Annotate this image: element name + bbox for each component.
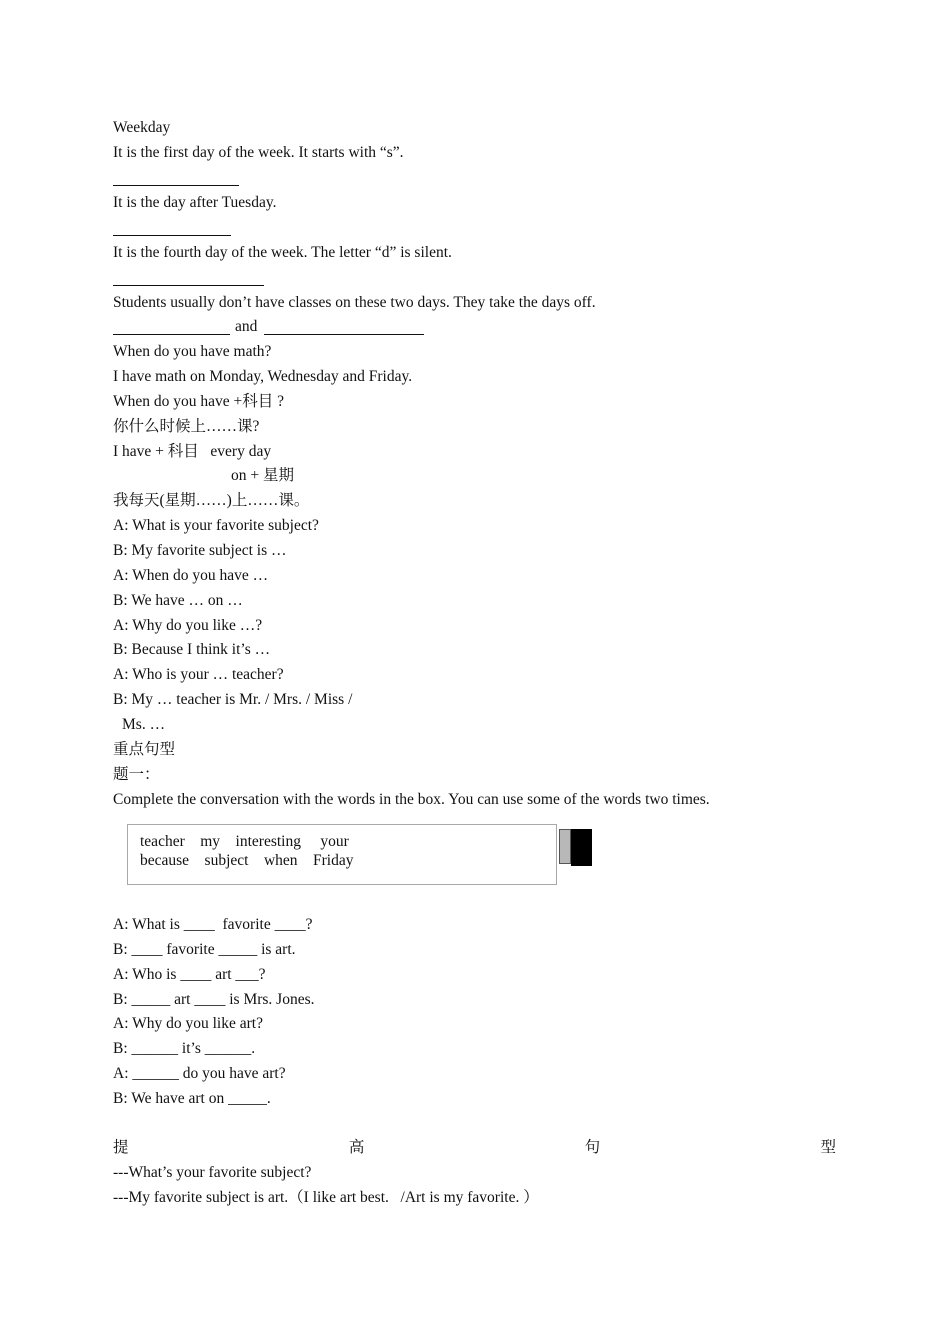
box-decoration-gray (559, 829, 571, 864)
dialog-line-7: A: Who is your … teacher? (113, 666, 284, 683)
word-box-row-1: teacher my interesting your (140, 833, 349, 850)
topic-one-heading: 题一： (113, 766, 160, 783)
dialog-line-2: B: My favorite subject is … (113, 542, 287, 559)
exercise-line-4: B: _____ art ____ is Mrs. Jones. (113, 991, 315, 1008)
word-box-row-2: because subject when Friday (140, 852, 354, 869)
pattern-answer-2: on + 星期 (231, 467, 294, 484)
exercise-instruction: Complete the conversation with the words in the box. You can use some of the words two times. (113, 791, 710, 808)
word-box (127, 824, 557, 885)
dialog-line-1: A: What is your favorite subject? (113, 517, 319, 534)
improve-line-2: ---My favorite subject is art.（I like art best. /Art is my favorite. ） (113, 1189, 539, 1206)
question-3: It is the fourth day of the week. The letter “d” is silent. (113, 244, 452, 261)
answer-blank-2[interactable] (113, 235, 231, 236)
math-answer: I have math on Monday, Wednesday and Friday. (113, 368, 413, 385)
improve-heading (113, 1138, 836, 1158)
exercise-line-2: B: ____ favorite _____ is art. (113, 941, 296, 958)
question-2: It is the day after Tuesday. (113, 194, 277, 211)
improve-char-1: 提 (113, 1139, 129, 1156)
pattern-answer-cn: 我每天(星期……)上……课。 (113, 492, 310, 509)
question-1: It is the first day of the week. It starts with “s”. (113, 144, 404, 161)
improve-line-1: ---What’s your favorite subject? (113, 1164, 312, 1181)
dialog-line-8-cont: Ms. … (122, 716, 166, 733)
exercise-line-7: A: ______ do you have art? (113, 1065, 286, 1082)
section-key-sentences: 重点句型 (113, 741, 176, 758)
improve-char-2: 高 (348, 1139, 365, 1156)
improve-char-3: 句 (584, 1139, 601, 1156)
dialog-line-8: B: My … teacher is Mr. / Mrs. / Miss / (113, 691, 353, 708)
exercise-line-3: A: Who is ____ art ___? (113, 966, 266, 983)
and-word: and (235, 318, 258, 335)
dialog-line-5: A: Why do you like …? (113, 617, 263, 634)
math-question: When do you have math? (113, 343, 272, 360)
pattern-question: When do you have +科目 ? (113, 393, 285, 410)
dialog-line-6: B: Because I think it’s … (113, 641, 271, 658)
word-weekday: Weekday (113, 119, 171, 136)
exercise-line-5: A: Why do you like art? (113, 1015, 263, 1032)
dialog-line-4: B: We have … on … (113, 592, 243, 609)
box-decoration-black (571, 829, 592, 866)
pattern-answer-1: I have + 科目 every day (113, 443, 272, 460)
answer-blank-3[interactable] (113, 285, 264, 286)
pattern-question-cn: 你什么时候上……课? (113, 418, 260, 435)
exercise-line-8: B: We have art on _____. (113, 1090, 271, 1107)
answer-blank-4a[interactable] (113, 334, 230, 335)
improve-char-4: 型 (820, 1139, 836, 1156)
dialog-line-3: A: When do you have … (113, 567, 269, 584)
question-4: Students usually don’t have classes on these two days. They take the days off. (113, 294, 596, 311)
exercise-line-6: B: ______ it’s ______. (113, 1040, 256, 1057)
exercise-line-1: A: What is ____ favorite ____? (113, 916, 313, 933)
answer-blank-1[interactable] (113, 185, 239, 186)
answer-blank-4b[interactable] (264, 334, 424, 335)
